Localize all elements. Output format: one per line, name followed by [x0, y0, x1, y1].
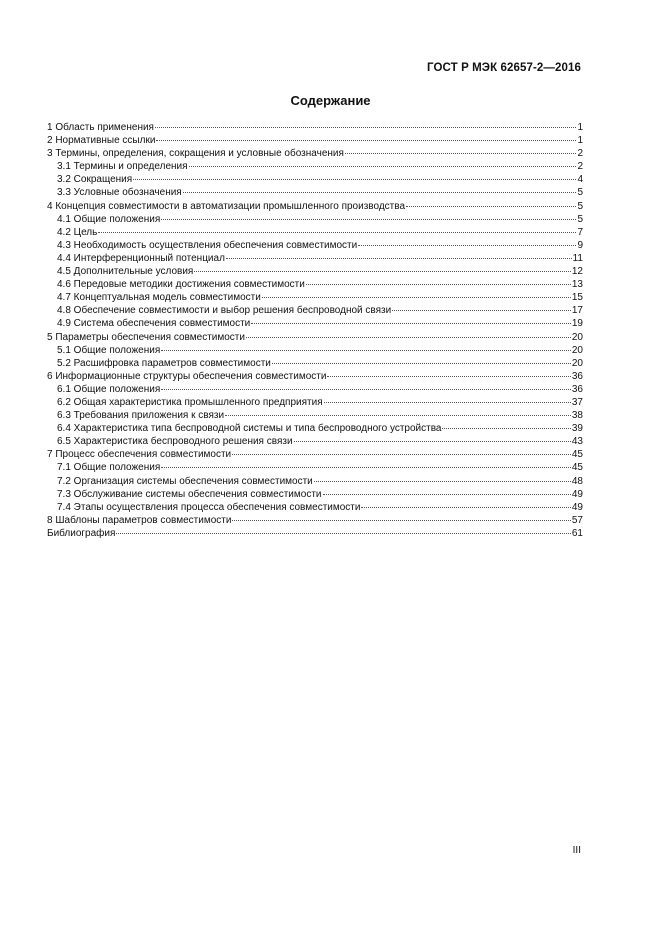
table-of-contents: [47, 121, 583, 540]
toc-entry[interactable]: [47, 501, 583, 514]
toc-entry-label: 6.5 Характеристика беспроводного решения связи: [57, 436, 293, 448]
dot-leader: [161, 467, 571, 468]
dot-leader: [156, 140, 576, 141]
toc-entry-label: 7.3 Обслуживание системы обеспечения совместимости: [57, 488, 322, 500]
toc-entry[interactable]: [47, 331, 583, 344]
dot-leader: [358, 245, 576, 246]
toc-entry-label: 7 Процесс обеспечения совместимости: [47, 449, 232, 461]
toc-entry-page: 20: [571, 357, 583, 369]
toc-entry-page: 15: [571, 292, 583, 304]
toc-entry-label: 4 Концепция совместимости в автоматизации промышленного производства: [47, 200, 406, 212]
toc-entry[interactable]: [47, 160, 583, 173]
dot-leader: [314, 481, 571, 482]
toc-entry[interactable]: [47, 475, 583, 488]
toc-entry[interactable]: [47, 317, 583, 330]
toc-entry-label: 4.4 Интерференционный потенциал: [57, 252, 225, 264]
toc-entry-page: 61: [571, 527, 583, 539]
toc-entry[interactable]: [47, 461, 583, 474]
toc-entry-page: 37: [571, 396, 583, 408]
dot-leader: [306, 284, 571, 285]
toc-entry[interactable]: [47, 448, 583, 461]
dot-leader: [392, 310, 571, 311]
toc-entry-label: Библиография: [47, 527, 116, 539]
toc-entry-label: 8 Шаблоны параметров совместимости: [47, 514, 232, 526]
dot-leader: [361, 507, 570, 508]
dot-leader: [161, 219, 576, 220]
page-number: III: [572, 845, 581, 856]
toc-entry-page: 38: [571, 410, 583, 422]
dot-leader: [161, 389, 571, 390]
toc-entry-label: 4.7 Концептуальная модель совместимости: [57, 292, 261, 304]
toc-entry-page: 5: [577, 200, 583, 212]
toc-entry-page: 20: [571, 331, 583, 343]
document-header: ГОСТ Р МЭК 62657-2—2016: [427, 62, 581, 74]
toc-entry-label: 3.3 Условные обозначения: [57, 187, 182, 199]
toc-entry[interactable]: [47, 121, 583, 134]
toc-entry[interactable]: [47, 396, 583, 409]
toc-entry-page: 1: [577, 122, 583, 133]
toc-entry[interactable]: [47, 422, 583, 435]
toc-entry-label: 3.2 Сокращения: [57, 174, 133, 186]
toc-entry[interactable]: [47, 200, 583, 213]
toc-entry[interactable]: [47, 147, 583, 160]
toc-entry-page: 5: [577, 187, 583, 199]
dot-leader: [246, 337, 571, 338]
toc-entry[interactable]: [47, 265, 583, 278]
dot-leader: [98, 232, 576, 233]
dot-leader: [194, 271, 571, 272]
toc-entry[interactable]: [47, 291, 583, 304]
toc-entry-label: 4.1 Общие положения: [57, 213, 161, 225]
toc-entry-label: 4.9 Система обеспечения совместимости: [57, 318, 251, 330]
dot-leader: [323, 494, 571, 495]
toc-entry[interactable]: [47, 278, 583, 291]
toc-entry-page: 9: [577, 239, 583, 251]
toc-entry[interactable]: [47, 383, 583, 396]
toc-entry-page: 43: [571, 436, 583, 448]
dot-leader: [251, 323, 571, 324]
dot-leader: [262, 297, 571, 298]
toc-entry-label: 6 Информационные структуры обеспечения совместимости: [47, 370, 327, 382]
dot-leader: [345, 153, 577, 154]
toc-entry-label: 5.2 Расшифровка параметров совместимости: [57, 357, 271, 369]
toc-entry-label: 6.2 Общая характеристика промышленного предприятия: [57, 396, 323, 408]
toc-entry[interactable]: [47, 409, 583, 422]
toc-entry-page: 49: [571, 501, 583, 513]
dot-leader: [324, 402, 571, 403]
toc-entry-page: 2: [577, 148, 583, 160]
toc-entry-label: 7.1 Общие положения: [57, 462, 161, 474]
toc-entry[interactable]: [47, 357, 583, 370]
toc-entry[interactable]: [47, 213, 583, 226]
toc-entry-page: 45: [571, 449, 583, 461]
toc-entry-label: 5 Параметры обеспечения совместимости: [47, 331, 245, 343]
dot-leader: [327, 376, 570, 377]
toc-entry-label: 6.3 Требования приложения к связи: [57, 410, 225, 422]
toc-entry[interactable]: [47, 173, 583, 186]
toc-entry[interactable]: [47, 252, 583, 265]
toc-entry-page: 36: [571, 383, 583, 395]
toc-entry-label: 4.8 Обеспечение совместимости и выбор решения беспроводной связи: [57, 305, 392, 317]
dot-leader: [232, 520, 570, 521]
toc-entry-label: 4.3 Необходимость осуществления обеспечения совместимости: [57, 239, 358, 251]
dot-leader: [272, 363, 571, 364]
toc-entry-label: 6.4 Характеристика типа беспроводной системы и типа беспроводного устройства: [57, 423, 442, 435]
toc-entry-page: 20: [571, 344, 583, 356]
toc-entry-page: 7: [577, 226, 583, 238]
toc-entry-page: 49: [571, 488, 583, 500]
dot-leader: [232, 454, 571, 455]
toc-entry[interactable]: [47, 514, 583, 527]
toc-entry-page: 57: [571, 514, 583, 526]
toc-entry-label: 5.1 Общие положения: [57, 344, 161, 356]
toc-entry[interactable]: [47, 239, 583, 252]
toc-entry-page: 17: [571, 305, 583, 317]
toc-entry-label: 3.1 Термины и определения: [57, 161, 188, 173]
dot-leader: [133, 179, 576, 180]
toc-entry[interactable]: [47, 134, 583, 147]
toc-entry-label: 3 Термины, определения, сокращения и условные обозначения: [47, 148, 344, 160]
toc-entry-page: 36: [571, 370, 583, 382]
toc-entry-page: 19: [571, 318, 583, 330]
dot-leader: [161, 350, 571, 351]
toc-entry-page: 1: [577, 135, 583, 147]
toc-entry[interactable]: [47, 186, 583, 199]
toc-entry-page: 48: [571, 475, 583, 487]
toc-entry-label: 7.4 Этапы осуществления процесса обеспечения совместимости: [57, 501, 361, 513]
toc-entry-label: 1 Область применения: [47, 122, 154, 133]
toc-entry[interactable]: [47, 370, 583, 383]
toc-entry-page: 12: [571, 266, 583, 278]
toc-entry[interactable]: [47, 304, 583, 317]
toc-entry[interactable]: [47, 435, 583, 448]
dot-leader: [155, 127, 576, 128]
dot-leader: [183, 192, 577, 193]
toc-entry-page: 11: [572, 252, 583, 264]
toc-entry-page: 39: [571, 423, 583, 435]
toc-entry-label: 6.1 Общие положения: [57, 383, 161, 395]
toc-entry[interactable]: [47, 488, 583, 501]
toc-entry-label: 7.2 Организация системы обеспечения совместимости: [57, 475, 313, 487]
dot-leader: [189, 166, 577, 167]
dot-leader: [294, 441, 571, 442]
toc-entry-label: 4.5 Дополнительные условия: [57, 266, 194, 278]
toc-entry-page: 5: [577, 213, 583, 225]
dot-leader: [406, 206, 576, 207]
dot-leader: [442, 428, 570, 429]
toc-entry-label: 4.6 Передовые методики достижения совместимости: [57, 279, 305, 291]
dot-leader: [226, 258, 572, 259]
toc-entry[interactable]: [47, 527, 583, 540]
toc-entry-page: 4: [577, 174, 583, 186]
toc-entry[interactable]: [47, 226, 583, 239]
toc-entry-page: 2: [577, 161, 583, 173]
toc-entry-page: 45: [571, 462, 583, 474]
toc-entry-label: 2 Нормативные ссылки: [47, 135, 156, 147]
toc-entry-page: 13: [571, 279, 583, 291]
toc-entry-label: 4.2 Цель: [57, 226, 98, 238]
page-title: Содержание: [290, 93, 371, 108]
dot-leader: [116, 533, 570, 534]
toc-entry[interactable]: [47, 344, 583, 357]
dot-leader: [225, 415, 571, 416]
